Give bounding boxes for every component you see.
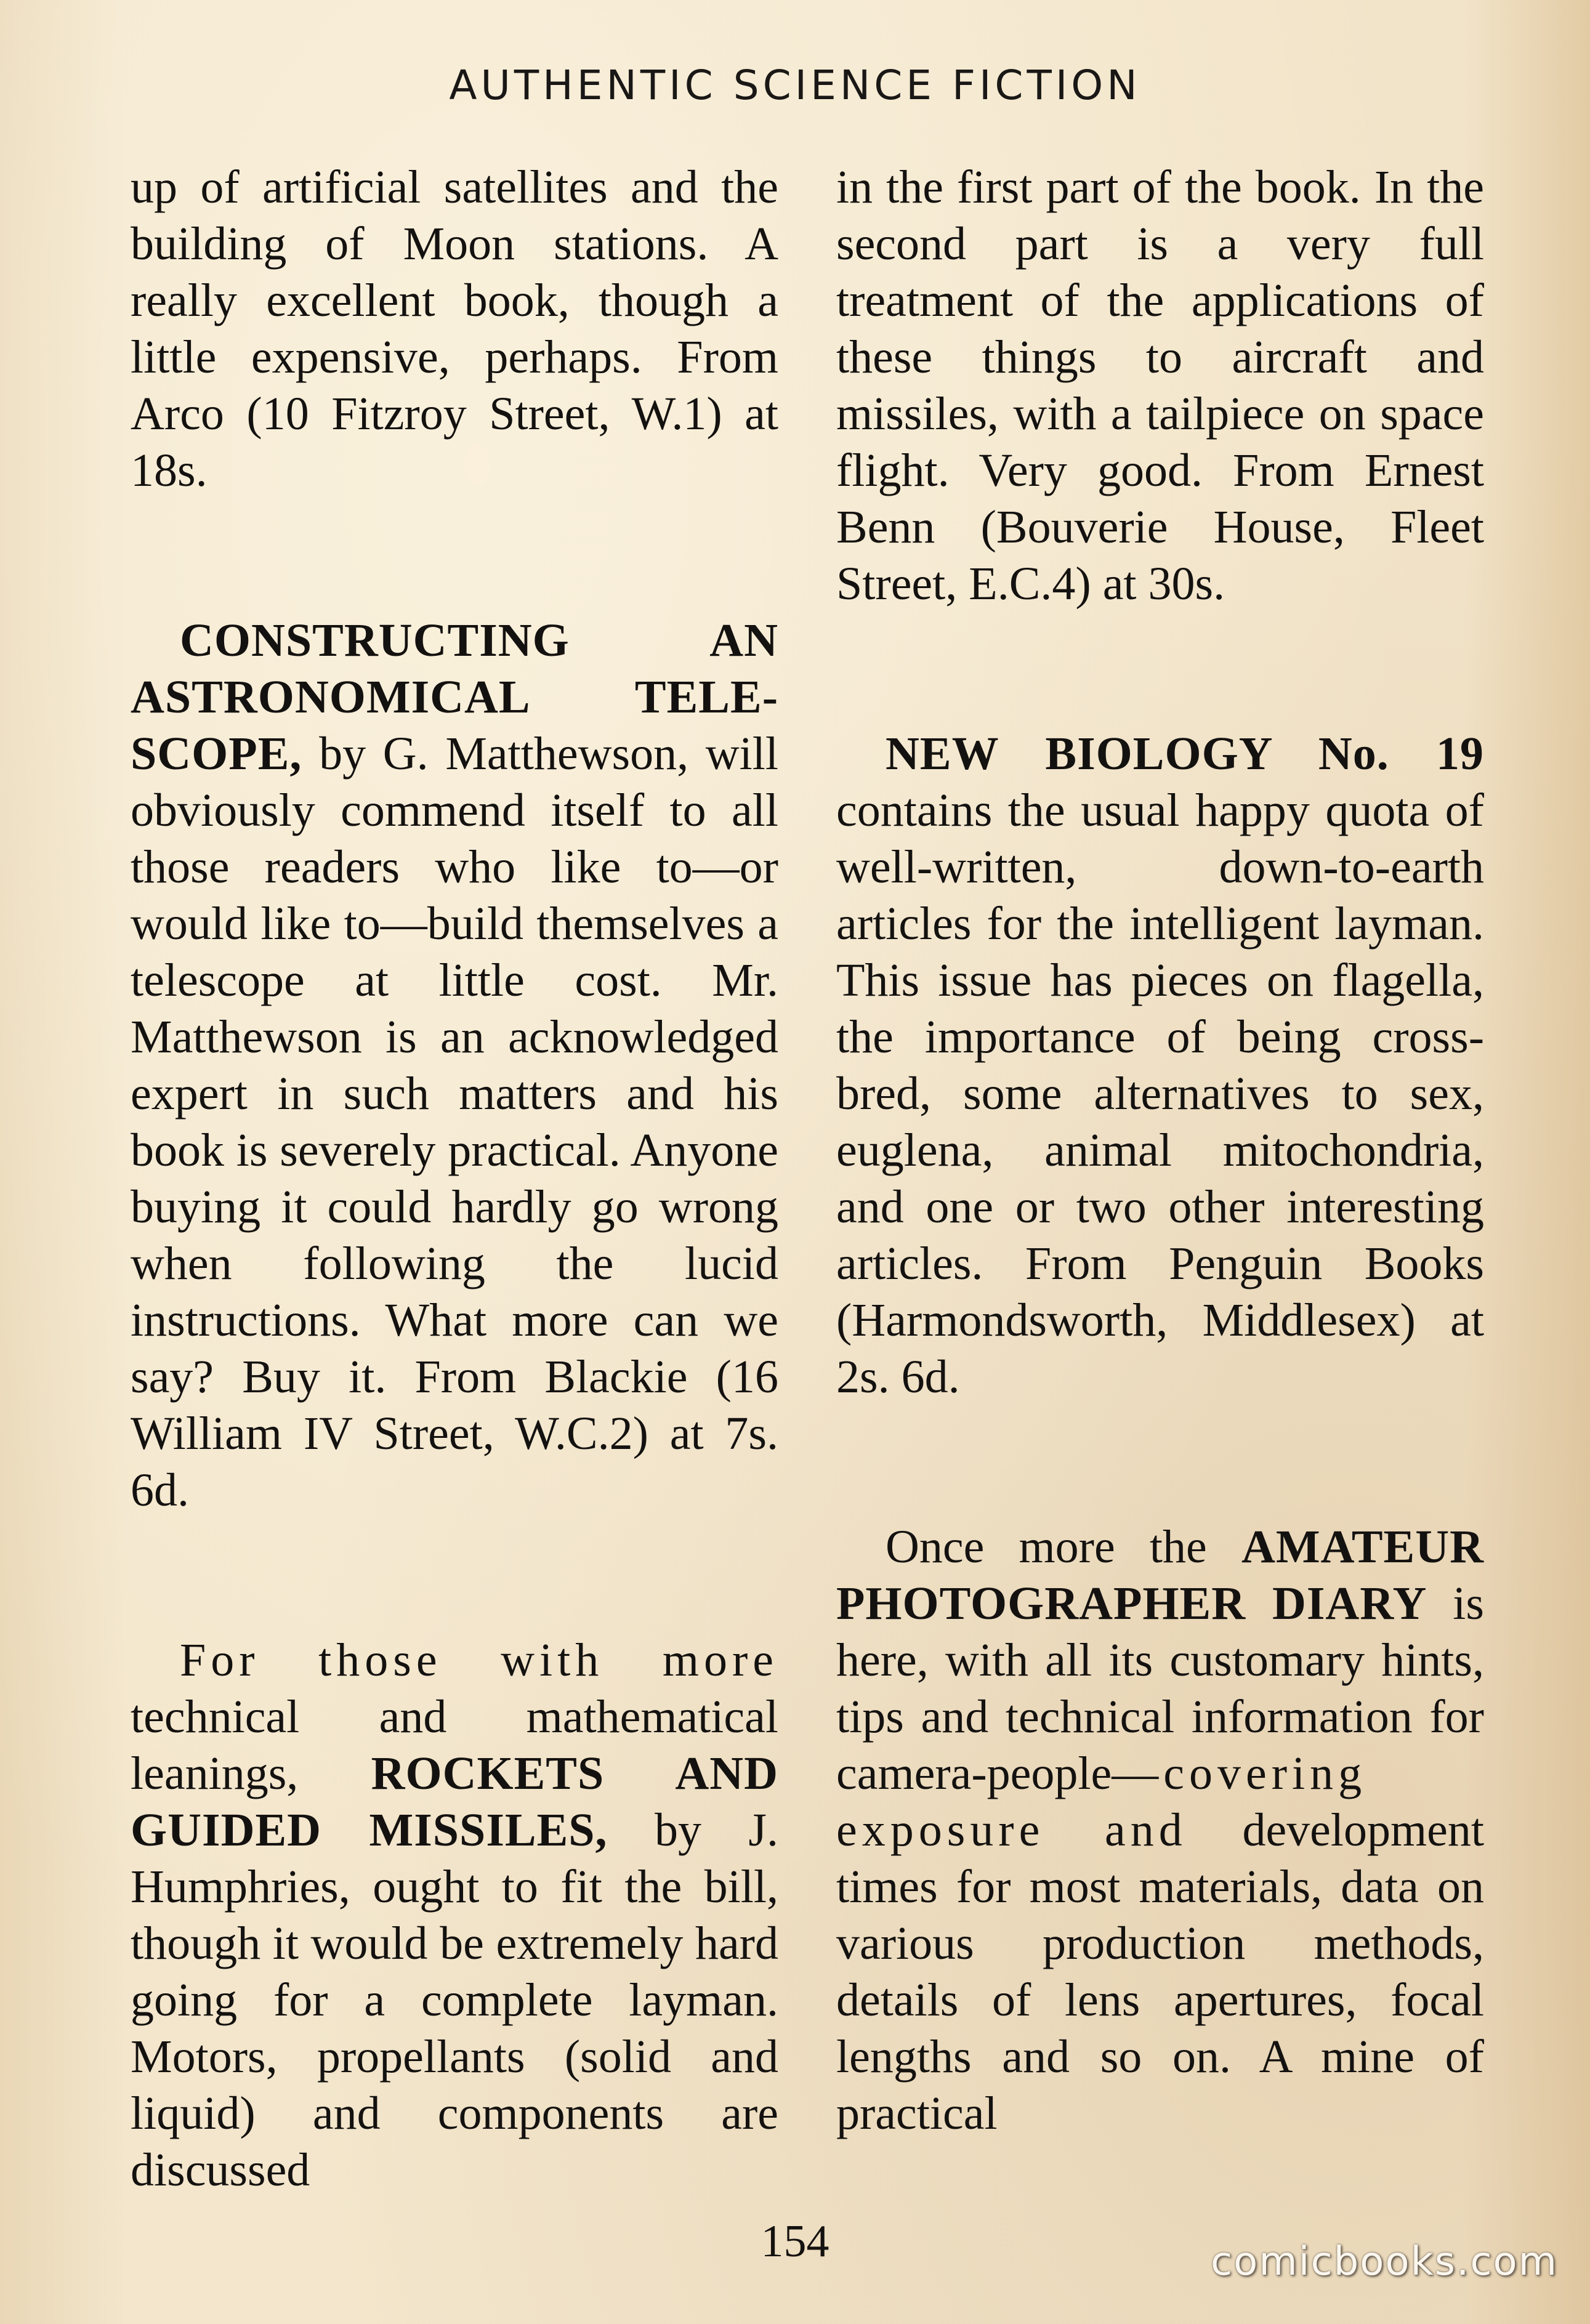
- right-paragraph-2-text: contains the usual happy quota of well-written, down-to-earth articles for the intelligent layman. This issue has pieces on flagella, the importance of being cross-bred, some alternatives to sex, euglena, animal mitochondria, and one or two other interesting articles. From Penguin Books (Harmondsworth, Middlesex) at 2s. 6d.: [836, 785, 1484, 1403]
- left-paragraph-3-lead: For those with more: [180, 1634, 778, 1686]
- left-paragraph-2: [131, 612, 778, 1519]
- left-paragraph-2-text: by G. Matthewson, will obviously commend itself to all those readers who like to—or would like to—build themselves a telescope at little cost. Mr. Matthewson is an acknowledged expert in such matters and his book is severely practical. Anyone buying it could hardly go wrong when following the lucid instructions. What more can we say? Buy it. From Blackie (16 William IV Street, W.C.2) at 7s. 6d.: [131, 728, 778, 1516]
- book-title-new-biology: NEW BIOLOGY No. 19: [886, 728, 1484, 780]
- page-number: 154: [761, 2216, 829, 2267]
- right-paragraph-3: [836, 1519, 1484, 2142]
- left-column: [131, 159, 778, 2198]
- right-paragraph-3-pre: Once more the: [886, 1521, 1241, 1573]
- right-paragraph-1: [836, 159, 1484, 612]
- watermark: comicbooks.com: [1210, 2239, 1558, 2285]
- right-paragraph-3-lead: is here, with all its customary hints, tips and technical information for camera-people: [836, 1578, 1484, 1799]
- right-paragraph-3-text: development times for most materials, data on various production methods, details of lens apertures, focal lengths and so on. A mine of practical: [836, 1804, 1484, 2139]
- left-paragraph-3: [131, 1632, 778, 2198]
- book-title-rockets: ROCKETS AND GUIDED MISSILES,: [131, 1748, 778, 1856]
- right-paragraph-3-spaced: —covering exposure and: [836, 1748, 1367, 1856]
- left-paragraph-1: [131, 159, 778, 499]
- right-column: [836, 159, 1484, 2142]
- right-paragraph-2: [836, 725, 1484, 1405]
- left-paragraph-3-text: by J. Humphries, ought to fit the bill, though it would be extremely hard going for a complete layman. Motors, propellants (solid and liquid) and components are discussed: [131, 1804, 778, 2196]
- book-title-telescope: CONSTRUCTING AN ASTRONOMICAL TELE-SCOPE,: [131, 615, 778, 780]
- left-paragraph-3-pre: technical and mathematical leanings,: [131, 1691, 778, 1799]
- left-paragraph-1-text: up of artificial satellites and the building of Moon stations. A really excellent book, though a little expensive, perhaps. From Arco (10 Fitzroy Street, W.1) at 18s.: [131, 161, 778, 496]
- right-paragraph-1-text: in the first part of the book. In the second part is a very full treatment of the applications of these things to aircraft and missiles, with a tailpiece on space flight. Very good. From Ernest Benn (Bouverie House, Fleet Street, E.C.4) at 30s.: [836, 161, 1484, 610]
- running-title: AUTHENTIC SCIENCE FICTION: [449, 62, 1141, 109]
- book-title-photographer-diary: AMATEUR PHOTOGRAPHER DIARY: [836, 1521, 1484, 1629]
